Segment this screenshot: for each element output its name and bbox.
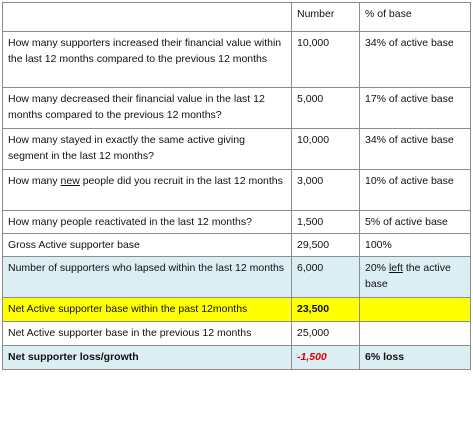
row-number: 29,500 — [292, 234, 360, 257]
row-percent: 34% of active base — [360, 129, 471, 170]
row-percent: 6% loss — [360, 346, 471, 370]
table-row — [3, 32, 471, 88]
row-label: How many people reactivated in the last 12 months? — [3, 211, 292, 234]
row-label: Net supporter loss/growth — [3, 346, 292, 370]
row-percent: 17% of active base — [360, 88, 471, 129]
row-label: How many decreased their financial value in the last 12 months compared to the previous 12 months? — [3, 88, 292, 129]
row-label: Net Active supporter base within the past 12months — [3, 298, 292, 322]
row-label: Number of supporters who lapsed within the last 12 months — [3, 257, 292, 298]
row-percent: 34% of active base — [360, 32, 471, 88]
supporter-metrics-table — [2, 2, 471, 370]
table-row-lapsed — [3, 257, 471, 298]
row-label: How many supporters increased their financial value within the last 12 months compared to the previous 12 months — [3, 32, 292, 88]
row-number: 6,000 — [292, 257, 360, 298]
row-number: 25,000 — [292, 322, 360, 346]
row-label-underlined: new — [60, 175, 80, 187]
row-number: 5,000 — [292, 88, 360, 129]
row-label: Gross Active supporter base — [3, 234, 292, 257]
row-percent — [360, 298, 471, 322]
row-number: -1,500 — [292, 346, 360, 370]
row-label-part: How many — [8, 175, 61, 187]
row-number: 23,500 — [292, 298, 360, 322]
header-cell-label — [3, 3, 292, 32]
table-row — [3, 170, 471, 211]
row-number: 1,500 — [292, 211, 360, 234]
table-row — [3, 129, 471, 170]
row-percent-part: the active base — [365, 262, 451, 290]
table-row-net-current — [3, 298, 471, 322]
row-percent-underlined: left — [388, 262, 403, 274]
row-percent — [360, 257, 471, 298]
row-number: 10,000 — [292, 129, 360, 170]
table-row — [3, 322, 471, 346]
row-percent-part: 20% — [365, 262, 389, 274]
header-cell-percent: % of base — [360, 3, 471, 32]
row-percent: 5% of active base — [360, 211, 471, 234]
table-row — [3, 88, 471, 129]
row-number: 3,000 — [292, 170, 360, 211]
row-label: Net Active supporter base in the previous 12 months — [3, 322, 292, 346]
row-number: 10,000 — [292, 32, 360, 88]
row-label-part: people did you recruit in the last 12 months — [79, 175, 283, 187]
row-percent — [360, 322, 471, 346]
table-row-net-change — [3, 346, 471, 370]
table-row — [3, 211, 471, 234]
header-cell-number: Number — [292, 3, 360, 32]
row-label — [3, 170, 292, 211]
row-percent: 10% of active base — [360, 170, 471, 211]
table-row — [3, 234, 471, 257]
row-label: How many stayed in exactly the same active giving segment in the last 12 months? — [3, 129, 292, 170]
row-percent: 100% — [360, 234, 471, 257]
header-row — [3, 3, 471, 32]
